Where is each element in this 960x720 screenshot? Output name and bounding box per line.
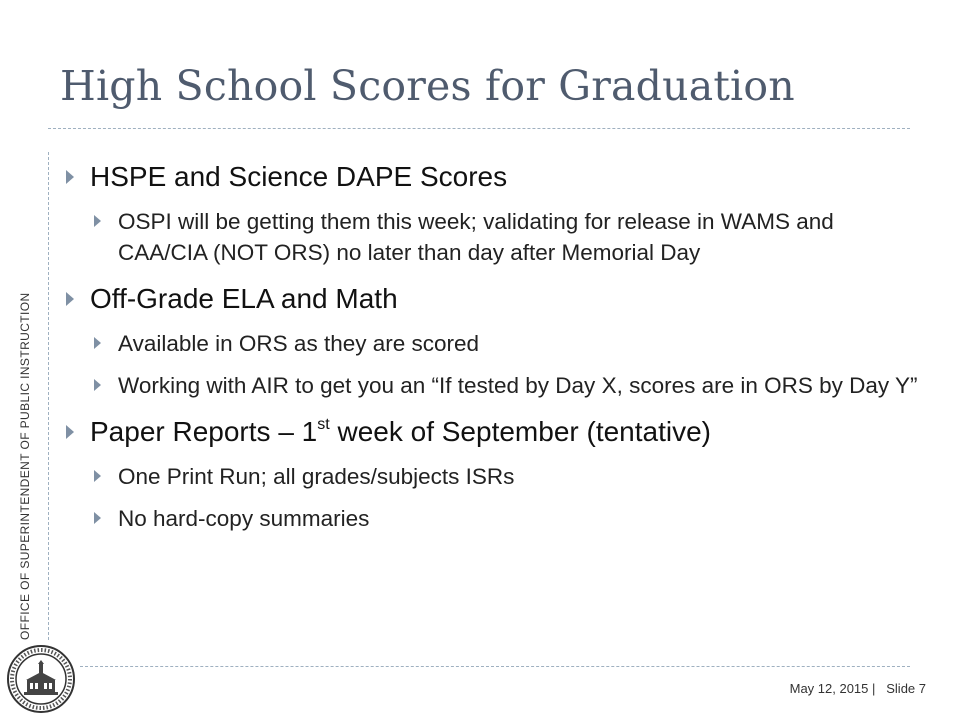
sub-bullet-text: No hard-copy summaries [118,506,370,531]
bullet-arrow-icon [94,337,101,349]
footer-slide-number: Slide 7 [886,681,926,696]
bullet-text-post: week of September (tentative) [329,416,711,447]
footer-divider [80,666,910,667]
sub-bullet [60,328,920,359]
sub-bullet-text: OSPI will be getting them this week; validating for release in WAMS and CAA/CIA (NOT ORS) no later than day after Memorial Day [118,209,834,265]
title-divider [48,128,910,129]
bullet-text-pre: Paper Reports – 1 [90,416,318,447]
slide-content [60,160,920,545]
left-divider [48,152,49,640]
bullet-arrow-icon [94,379,101,391]
slide-footer [790,681,926,696]
footer-separator: | [872,681,876,696]
state-seal-icon [6,644,76,714]
bullet-arrow-icon [66,170,74,184]
bullet-text: HSPE and Science DAPE Scores [90,161,508,192]
bullet-text: Off-Grade ELA and Math [90,283,398,314]
sub-bullet [60,461,920,492]
bullet-text-sup: st [317,416,330,433]
bullet-paper-reports [60,415,920,449]
bullet-arrow-icon [94,512,101,524]
side-org-label: OFFICE OF SUPERINTENDENT OF PUBLIC INSTRUCTION [18,292,32,640]
bullet-hspe [60,160,920,194]
bullet-arrow-icon [94,470,101,482]
sub-bullet [60,370,920,401]
bullet-arrow-icon [66,292,74,306]
sub-bullet-text: Working with AIR to get you an “If tested by Day X, scores are in ORS by Day Y” [118,373,918,398]
bullet-off-grade [60,282,920,316]
page-title: High School Scores for Graduation [60,62,795,110]
sub-bullet [60,503,920,534]
footer-date: May 12, 2015 [789,681,869,696]
bullet-arrow-icon [66,425,74,439]
sub-bullet [60,206,920,268]
bullet-arrow-icon [94,215,101,227]
sub-bullet-text: Available in ORS as they are scored [118,331,480,356]
sub-bullet-text: One Print Run; all grades/subjects ISRs [118,464,515,489]
